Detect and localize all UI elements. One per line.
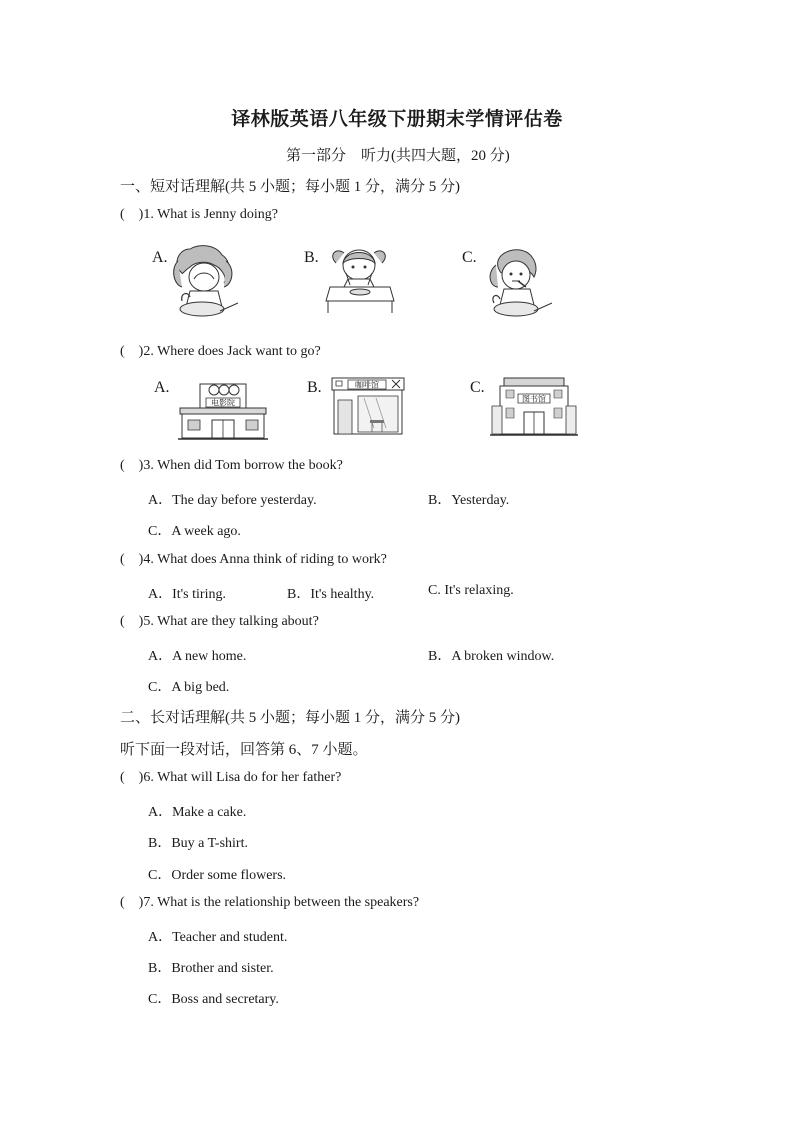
girl-washing-face-icon	[172, 243, 238, 319]
q6-option-c: C．Order some flowers.	[148, 868, 287, 883]
cafe-sign-text: 咖啡馆	[355, 380, 379, 390]
q6-option-b: B．Buy a T-shirt.	[148, 836, 248, 851]
girl-eating-at-table-icon	[322, 243, 398, 315]
section2-heading: 二、长对话理解(共 5 小题；每小题 1 分，满分 5 分)	[120, 710, 460, 726]
q5-option-a: A．A new home.	[148, 649, 247, 664]
q1-option-a-label: A.	[152, 249, 168, 266]
library-building-icon	[490, 376, 578, 436]
q2-option-b-label: B.	[307, 379, 322, 396]
q4-option-c: C. It's relaxing.	[428, 583, 514, 598]
q7-option-c: C．Boss and secretary.	[148, 992, 279, 1007]
q5-option-b: B．A broken window.	[428, 649, 555, 664]
q4-option-b: B．It's healthy.	[287, 587, 375, 602]
q3-option-b: B．Yesterday.	[428, 493, 510, 508]
cinema-sign-text: 电影院	[211, 398, 235, 408]
part-heading: 第一部分 听力(共四大题，20 分)	[286, 148, 510, 164]
q1-option-c-label: C.	[462, 249, 477, 266]
question-2-stem: ( )2. Where does Jack want to go?	[120, 344, 321, 359]
question-4-stem: ( )4. What does Anna think of riding to work?	[120, 552, 387, 567]
question-7-stem: ( )7. What is the relationship between the speakers?	[120, 895, 420, 910]
q1-option-b-label: B.	[304, 249, 319, 266]
cafe-building-icon	[330, 376, 406, 436]
cinema-building-icon	[178, 378, 268, 440]
q2-option-c-label: C.	[470, 379, 485, 396]
q7-option-a: A．Teacher and student.	[148, 930, 288, 945]
q3-option-a: A．The day before yesterday.	[148, 493, 317, 508]
library-sign-text: 图书馆	[522, 394, 546, 404]
q5-option-c: C．A big bed.	[148, 680, 230, 695]
question-6-stem: ( )6. What will Lisa do for her father?	[120, 770, 342, 785]
q4-option-a: A．It's tiring.	[148, 587, 226, 602]
girl-brushing-teeth-icon	[486, 243, 552, 319]
question-1-stem: ( )1. What is Jenny doing?	[120, 207, 278, 222]
section2-intro: 听下面一段对话，回答第 6、7 小题。	[120, 742, 368, 758]
question-5-stem: ( )5. What are they talking about?	[120, 614, 319, 629]
q7-option-b: B．Brother and sister.	[148, 961, 274, 976]
exam-title: 译林版英语八年级下册期末学情评估卷	[231, 108, 563, 130]
question-3-stem: ( )3. When did Tom borrow the book?	[120, 458, 343, 473]
q3-option-c: C．A week ago.	[148, 524, 241, 539]
q2-option-a-label: A.	[154, 379, 170, 396]
q6-option-a: A．Make a cake.	[148, 805, 247, 820]
section1-heading: 一、短对话理解(共 5 小题；每小题 1 分，满分 5 分)	[120, 179, 460, 195]
